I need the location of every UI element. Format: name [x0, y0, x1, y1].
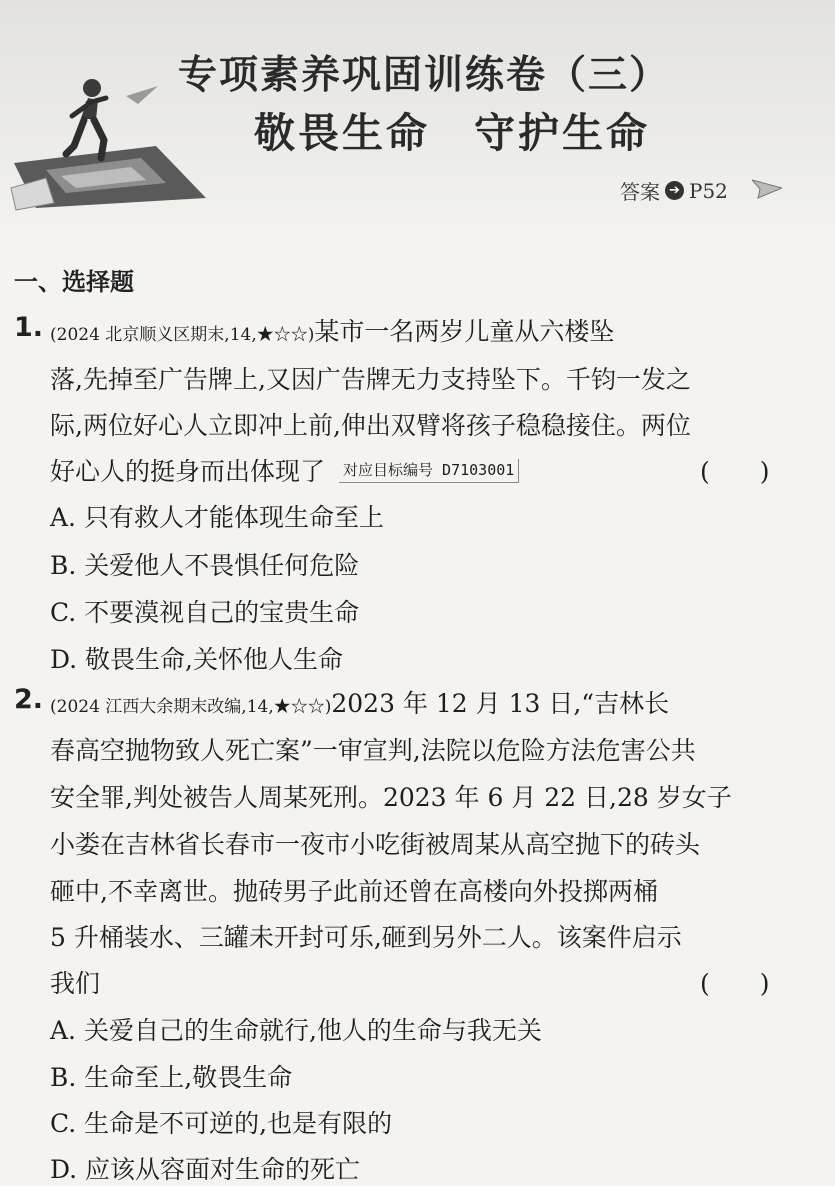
page-title-line1: 专项素养巩固训练卷（三）: [178, 53, 671, 98]
question-number: 1.: [14, 312, 44, 343]
arrow-right-icon: ➔: [665, 181, 684, 200]
question-text: 某市一名两岁儿童从六楼坠: [314, 317, 615, 346]
question-line: 我们: [50, 969, 101, 998]
answer-reference: [620, 176, 728, 205]
header-banner: [0, 0, 835, 225]
question-line: 5 升桶装水、三罐未开封可乐,砸到另外二人。该案件启示: [50, 923, 682, 952]
option-c[interactable]: C. 不要漠视自己的宝贵生命: [50, 598, 360, 627]
section-title: 一、选择题: [14, 268, 134, 296]
question-line: [50, 312, 614, 348]
question-text: 2023 年 12 月 13 日,“吉林长: [331, 689, 670, 718]
option-c[interactable]: C. 生命是不可逆的,也是有限的: [50, 1109, 393, 1138]
question-line: 际,两位好心人立即冲上前,伸出双臂将孩子稳稳接住。两位: [50, 411, 691, 440]
question-number: 2.: [14, 684, 44, 715]
question-source: (2024 江西大余期末改编,14,★☆☆): [50, 697, 332, 717]
answer-label: 答案: [620, 180, 660, 204]
question-line: 春高空抛物致人死亡案”一审宣判,法院以危险方法危害公共: [50, 736, 696, 765]
page-title-line2: 敬畏生命 守护生命: [254, 109, 650, 157]
option-a[interactable]: A. 只有救人才能体现生命至上: [50, 503, 384, 532]
option-a[interactable]: A. 关爱自己的生命就行,他人的生命与我无关: [50, 1016, 542, 1045]
question-line: [50, 684, 669, 720]
question-line: 落,先掉至广告牌上,又因广告牌无力支持坠下。千钧一发之: [50, 365, 691, 394]
question-source: (2024 北京顺义区期末,14,★☆☆): [50, 325, 315, 345]
option-b[interactable]: B. 生命至上,敬畏生命: [50, 1063, 293, 1092]
option-d[interactable]: D. 敬畏生命,关怀他人生命: [50, 645, 343, 674]
question-line: 砸中,不幸离世。抛砖男子此前还曾在高楼向外投掷两桶: [50, 877, 658, 906]
question-line: [50, 452, 519, 488]
option-d[interactable]: D. 应该从容面对生命的死亡: [50, 1155, 361, 1184]
answer-blank[interactable]: ( ): [700, 969, 770, 998]
question-line: 安全罪,判处被告人周某死刑。2023 年 6 月 22 日,28 岁女子: [50, 783, 732, 812]
answer-blank[interactable]: ( ): [700, 457, 770, 486]
target-code-tag: 对应目标编号 D7103001: [339, 459, 519, 483]
answer-page: P52: [689, 178, 728, 203]
option-b[interactable]: B. 关爱他人不畏惧任何危险: [50, 551, 360, 580]
paper-plane-icon: [752, 178, 782, 200]
question-line: 小娄在吉林省长春市一夜市小吃街被周某从高空抛下的砖头: [50, 830, 701, 859]
question-text: 好心人的挺身而出体现了: [50, 457, 326, 486]
